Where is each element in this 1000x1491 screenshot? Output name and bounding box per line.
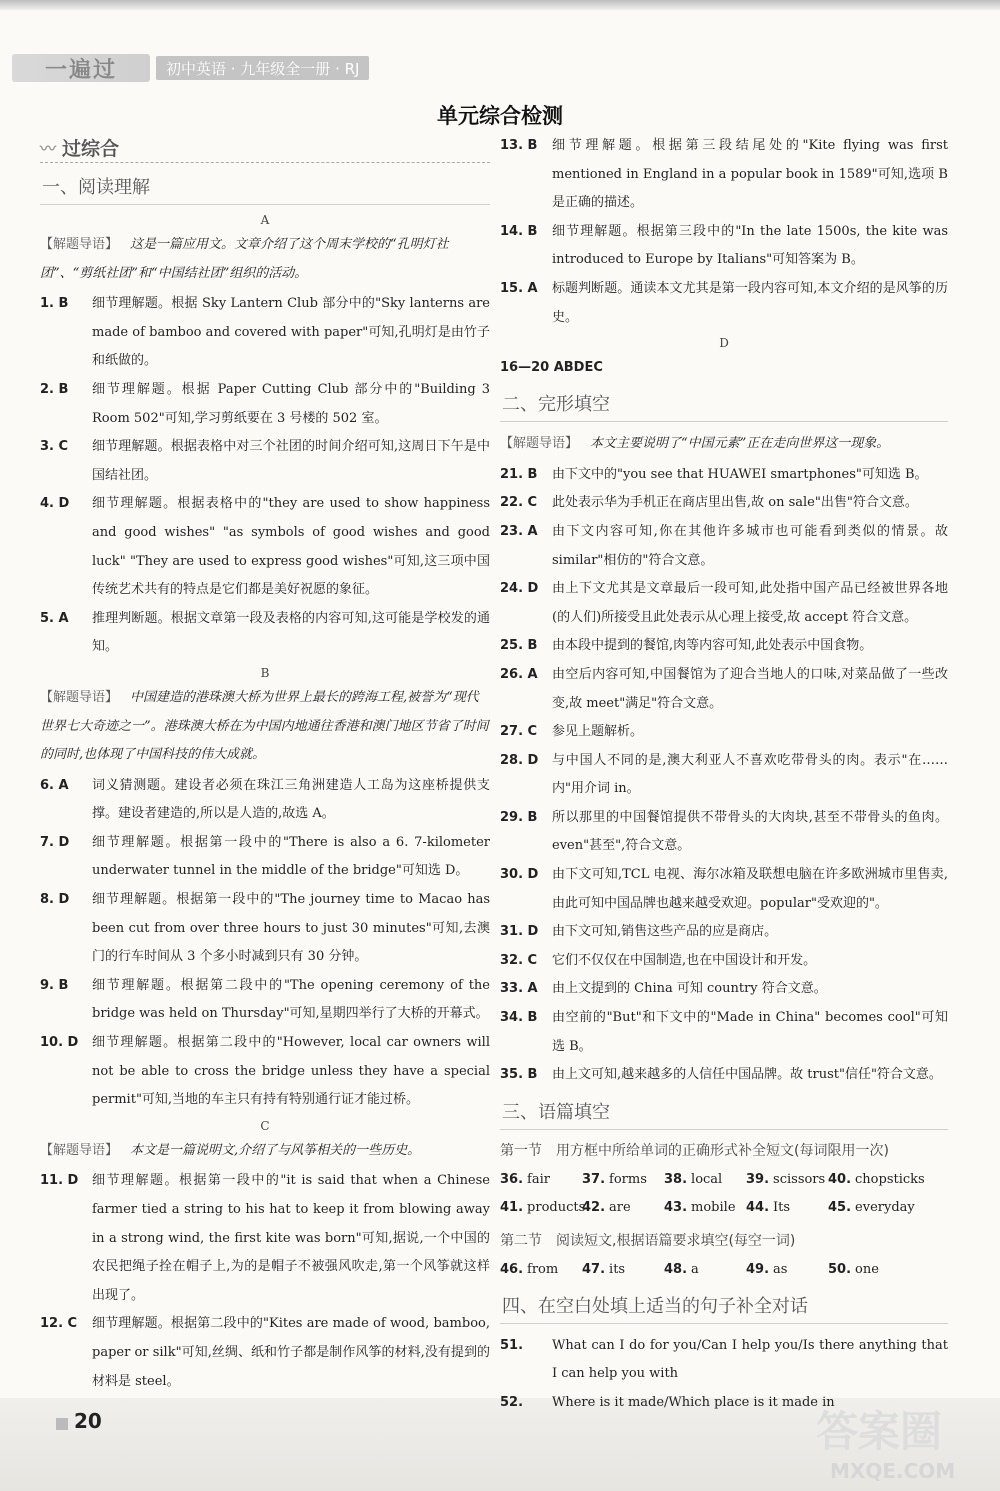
answer-number: 43. <box>664 1199 688 1215</box>
answer-explanation: 细节理解题。根据第一段中的"The journey time to Macao has been cut from over three hours to just 30 minutes"可知,去澳门的行车时间从 3 个多小时减到只有 30 分钟。 <box>92 892 490 965</box>
answer-explanation: 与中国人不同的是,澳大利亚人不喜欢吃带骨头的肉。表示"在……内"用介词 in。 <box>552 752 948 797</box>
answer-number: 46. <box>500 1261 524 1277</box>
answer-number: 25. B <box>500 638 538 654</box>
answer-number: 52. <box>500 1395 524 1410</box>
answer-word: mobile <box>691 1199 736 1215</box>
answer-explanation: Where is it made/Which place is it made in <box>552 1395 835 1410</box>
answer-item <box>40 605 490 662</box>
answer-number: 14. B <box>500 223 538 239</box>
answer-list-cloze <box>500 461 948 1090</box>
answer-number: 24. D <box>500 581 539 597</box>
answer-number: 26. A <box>500 666 538 682</box>
top-band <box>0 0 1000 10</box>
answer-number: 5. A <box>40 610 69 626</box>
answer-item <box>40 772 490 829</box>
answer-number: 2. B <box>40 381 69 397</box>
answer-cell <box>500 1256 582 1284</box>
answer-number: 3. C <box>40 439 69 455</box>
answer-word: are <box>609 1199 631 1215</box>
answer-number: 8. D <box>40 892 70 908</box>
answer-item <box>500 632 948 661</box>
answer-explanation: 由下文可知,TCL 电视、海尔冰箱及联想电脑在许多欧洲城市里售卖,由此可知中国品牌也越来越受欢迎。popular"受欢迎的"。 <box>552 867 948 911</box>
answer-explanation: 细节理解题。根据第三段中的"In the late 1500s, the kite was introduced to Europe by Italians"可知答案为 B。 <box>552 223 948 268</box>
answer-explanation: 细节理解题。根据 Sky Lantern Club 部分中的"Sky lanterns are made of bamboo and covered with paper"可知,孔明灯是由竹子和纸做的。 <box>92 296 490 369</box>
answer-explanation: 由下文内容可知,你在其他许多城市也可能看到类似的情景。故 similar"相仿的"符合文意。 <box>552 523 948 568</box>
answer-item <box>40 490 490 604</box>
answer-item <box>500 489 948 518</box>
answer-cell <box>828 1194 938 1222</box>
answer-item <box>40 972 490 1029</box>
answer-item <box>500 218 948 275</box>
answer-explanation: 细节理解题。根据表格中的"they are used to show happiness and good wishes" "as symbols of good wishes and good luck" "They are used to express good wishes"可知,这三项中国传统艺术共有的特点是它们都是美好祝愿的象征。 <box>92 496 490 598</box>
answer-item <box>40 290 490 376</box>
answer-explanation: 细节理解题。根据第二段中的"The opening ceremony of the bridge was held on Thursday"可知,星期四举行了大桥的开幕式。 <box>92 977 490 1022</box>
answer-number: 29. B <box>500 809 538 825</box>
answer-word: products <box>527 1199 586 1215</box>
page-title: 单元综合检测 <box>437 104 563 128</box>
answer-number: 30. D <box>500 867 539 883</box>
passage-intro <box>40 1137 490 1166</box>
answer-number: 48. <box>664 1261 688 1277</box>
answer-item <box>500 861 948 918</box>
section-fill-title: 三、语篇填空 <box>500 1094 948 1130</box>
answers-16-20: 16—20 ABDEC <box>500 360 603 376</box>
answer-explanation: 由下文中的"you see that HUAWEI smartphones"可知选 B。 <box>552 466 928 482</box>
answer-number: 51. <box>500 1337 524 1353</box>
answer-word: one <box>855 1261 879 1277</box>
answer-word: everyday <box>855 1199 915 1215</box>
answer-list-c-cont <box>500 132 948 332</box>
answer-explanation: 它们不仅仅在中国制造,也在中国设计和开发。 <box>552 952 817 968</box>
right-column <box>500 132 948 1418</box>
answer-explanation: What can I do for you/Can I help you/Is there anything that I can help you with <box>552 1337 948 1382</box>
passage-letter: C <box>260 1118 270 1133</box>
answer-number: 50. <box>828 1261 852 1277</box>
intro-label: 【解题导语】 <box>40 689 119 705</box>
part2-answers <box>500 1256 948 1284</box>
answer-cell <box>582 1166 664 1194</box>
answer-list-b <box>40 772 490 1115</box>
book-subtitle: 初中英语 · 九年级全一册 · RJ <box>156 56 369 80</box>
wave-icon: 〰 <box>40 138 55 158</box>
answer-explanation: 所以那里的中国餐馆提供不带骨头的大肉块,甚至不带骨头的鱼肉。even"甚至",符合文意。 <box>552 809 948 854</box>
answer-explanation: 细节理解题。根据 Paper Cutting Club 部分中的"Building 3 Room 502"可知,学习剪纸要在 3 号楼的 502 室。 <box>92 381 490 426</box>
answer-number: 23. A <box>500 523 538 539</box>
answer-cell <box>500 1194 586 1222</box>
answer-item <box>500 518 948 575</box>
answer-number: 41. <box>500 1199 524 1215</box>
section-dialog-title: 四、在空白处填上适当的句子补全对话 <box>500 1288 948 1324</box>
section-reading-title: 一、阅读理解 <box>40 169 490 205</box>
answer-cell <box>746 1194 828 1222</box>
answer-number: 15. A <box>500 280 538 296</box>
answer-number: 47. <box>582 1261 606 1277</box>
answer-item <box>500 1004 948 1061</box>
answer-grid-row <box>500 1166 948 1194</box>
answer-explanation: 细节理解题。根据表格中对三个社团的时间介绍可知,这周日下午是中国结社团。 <box>92 439 490 483</box>
answer-word: forms <box>609 1171 647 1187</box>
answer-item <box>40 1310 490 1396</box>
answer-explanation: 标题判断题。通读本文尤其是第一段内容可知,本文介绍的是风筝的历史。 <box>552 280 948 325</box>
answer-number: 9. B <box>40 977 69 993</box>
answer-cell <box>664 1194 746 1222</box>
answer-item <box>40 829 490 886</box>
answer-word: a <box>691 1261 699 1277</box>
answer-number: 1. B <box>40 296 69 312</box>
answer-explanation: 由上文提到的 China 可知 country 符合文意。 <box>552 981 827 997</box>
page-marker-square <box>56 1418 68 1430</box>
answer-item <box>500 718 948 747</box>
answer-number: 7. D <box>40 834 70 850</box>
intro-label: 【解题导语】 <box>500 436 579 452</box>
answer-item <box>500 461 948 490</box>
answer-explanation: 细节理解题。根据第一段中的"There is also a 6. 7-kilometer underwater tunnel in the middle of the bridge"可知选 D。 <box>92 834 490 879</box>
answer-number: 35. B <box>500 1067 538 1083</box>
answer-item <box>500 1332 948 1389</box>
answer-explanation: 参见上题解析。 <box>552 724 644 740</box>
answer-item <box>40 1167 490 1310</box>
answer-word: from <box>527 1261 559 1277</box>
answer-cell <box>582 1256 664 1284</box>
answer-number: 27. C <box>500 724 538 740</box>
answer-cell <box>664 1256 746 1284</box>
part2-title: 第二节 阅读短文,根据语篇要求填空(每空一词) <box>500 1232 796 1249</box>
intro-text: 中国建造的港珠澳大桥为世界上最长的跨海工程,被誉为“现代世界七大奇迹之一”。港珠澳大桥在为中国内地通往香港和澳门地区节省了时间的同时,也体现了中国科技的伟大成就。 <box>40 689 489 763</box>
left-column <box>40 132 490 1396</box>
intro-label: 【解题导语】 <box>40 1142 119 1158</box>
section-cloze-title: 二、完形填空 <box>500 386 948 422</box>
answer-list-a <box>40 290 490 662</box>
answer-explanation: 细节理解题。根据第三段结尾处的"Kite flying was first mentioned in England in a popular book in 1589"可知,选项 B 是正确的描述。 <box>552 138 948 211</box>
answer-number: 37. <box>582 1171 606 1187</box>
answer-cell <box>582 1194 664 1222</box>
answer-explanation: 细节理解题。根据第一段中的"it is said that when a Chinese farmer tied a string to his hat to keep it from blowing away in a strong wind, the first kite was born"可知,据说,一个中国的农民把绳子拴在帽子上,为的是帽子不被强风吹走,第一个风筝就这样出现了。 <box>92 1173 490 1303</box>
answer-cell <box>664 1166 746 1194</box>
answer-number: 49. <box>746 1261 770 1277</box>
part1-answers <box>500 1166 948 1222</box>
answer-number: 28. D <box>500 752 539 768</box>
passage-letter: A <box>260 213 270 227</box>
answer-number: 13. B <box>500 138 538 153</box>
answer-number: 11. D <box>40 1173 79 1189</box>
answer-explanation: 词义猜测题。建设者必须在珠江三角洲建造人工岛为这座桥提供支撑。建设者建造的,所以是人造的,故选 A。 <box>92 777 490 822</box>
answer-word: chopsticks <box>855 1171 925 1187</box>
watermark-text: 答案圈 <box>816 1407 943 1456</box>
answer-cell <box>828 1256 938 1284</box>
part1-title: 第一节 用方框中所给单词的正确形式补全短文(每词限用一次) <box>500 1142 889 1159</box>
answer-number: 4. D <box>40 496 70 512</box>
answer-number: 12. C <box>40 1316 78 1332</box>
answer-word: local <box>691 1171 723 1187</box>
intro-text: 本文是一篇说明文,介绍了与风筝相关的一些历史。 <box>130 1142 421 1158</box>
passage-letter: B <box>260 665 270 680</box>
answer-cell <box>746 1256 828 1284</box>
answer-number: 45. <box>828 1199 852 1215</box>
answer-number: 22. C <box>500 495 538 511</box>
main-section-title: 过综合 <box>62 137 120 160</box>
answer-number: 40. <box>828 1171 852 1187</box>
intro-label: 【解题导语】 <box>40 237 119 252</box>
answer-explanation: 细节理解题。根据第二段中的"However, local car owners will not be able to cross the bridge unless they have a special permit"可知,当地的车主只有持有特别通行证才能过桥。 <box>92 1035 490 1108</box>
answer-word: Its <box>773 1199 791 1215</box>
main-section-header <box>40 132 490 163</box>
answer-item <box>40 886 490 972</box>
intro-text: 这是一篇应用文。文章介绍了这个周末学校的“孔明灯社团”、“剪纸社团”和“中国结社团”组织的活动。 <box>40 237 449 281</box>
answer-item <box>500 661 948 718</box>
answer-number: 36. <box>500 1171 524 1187</box>
watermark-url: MXQE.COM <box>830 1459 956 1483</box>
page-number: 20 <box>74 1409 102 1433</box>
answer-item <box>500 275 948 332</box>
answer-cell <box>828 1166 938 1194</box>
answer-explanation: 由上文可知,越来越多的人信任中国品牌。故 trust"信任"符合文意。 <box>552 1067 942 1083</box>
answer-item <box>500 804 948 861</box>
answer-item <box>500 747 948 804</box>
answer-number: 38. <box>664 1171 688 1187</box>
answer-explanation: 推理判断题。根据文章第一段及表格的内容可知,这可能是学校发的通知。 <box>92 610 490 655</box>
answer-word: as <box>773 1261 788 1277</box>
answer-number: 32. C <box>500 952 538 968</box>
answer-grid-row <box>500 1256 948 1284</box>
answer-explanation: 由空前的"But"和下文中的"Made in China" becomes cool"可知选 B。 <box>552 1010 948 1054</box>
answer-explanation: 由上下文尤其是文章最后一段可知,此处指中国产品已经被世界各地(的人们)所接受且此处表示从心理上接受,故 accept 符合文意。 <box>552 581 948 625</box>
watermark-logo <box>812 1404 982 1484</box>
answer-number: 21. B <box>500 466 538 482</box>
answer-word: fair <box>527 1171 550 1187</box>
answer-explanation: 由空后内容可知,中国餐馆为了迎合当地人的口味,对菜品做了一些改变,故 meet"满足"符合文意。 <box>552 666 948 711</box>
answer-number: 39. <box>746 1171 770 1187</box>
cloze-intro <box>500 430 948 459</box>
answer-number: 6. A <box>40 777 69 793</box>
answer-item <box>500 575 948 632</box>
answer-explanation: 由本段中提到的餐馆,肉等内容可知,此处表示中国食物。 <box>552 638 873 654</box>
answer-cell <box>500 1166 582 1194</box>
answer-number: 10. D <box>40 1035 79 1051</box>
answer-grid-row <box>500 1194 948 1222</box>
passage-letter: D <box>719 336 729 351</box>
answer-item <box>40 1029 490 1115</box>
answer-explanation: 由下文可知,销售这些产品的应是商店。 <box>552 924 778 940</box>
answer-cell <box>746 1166 828 1194</box>
answer-item <box>500 132 948 218</box>
passage-intro <box>40 231 490 288</box>
answer-item <box>500 947 948 976</box>
answer-number: 44. <box>746 1199 770 1215</box>
passage-intro <box>40 684 490 770</box>
book-logo: 一遍过 <box>12 54 150 82</box>
answer-item <box>500 1061 948 1090</box>
answer-explanation: 细节理解题。根据第二段中的"Kites are made of wood, bamboo, paper or silk"可知,丝绸、纸和竹子都是制作风筝的材料,没有提到的材料是 steel。 <box>92 1316 490 1389</box>
answer-item <box>500 918 948 947</box>
answer-number: 42. <box>582 1199 606 1215</box>
answer-word: scissors <box>773 1171 826 1187</box>
answer-list-c <box>40 1167 490 1396</box>
answer-number: 31. D <box>500 924 539 940</box>
answer-item <box>40 433 490 490</box>
answer-item <box>500 975 948 1004</box>
answer-word: its <box>609 1261 626 1277</box>
answer-number: 33. A <box>500 981 538 997</box>
intro-text: 本文主要说明了“中国元素”正在走向世界这一现象。 <box>590 436 890 452</box>
answer-item <box>40 376 490 433</box>
answer-explanation: 此处表示华为手机正在商店里出售,故 on sale"出售"符合文意。 <box>552 495 918 511</box>
answer-number: 34. B <box>500 1010 538 1026</box>
